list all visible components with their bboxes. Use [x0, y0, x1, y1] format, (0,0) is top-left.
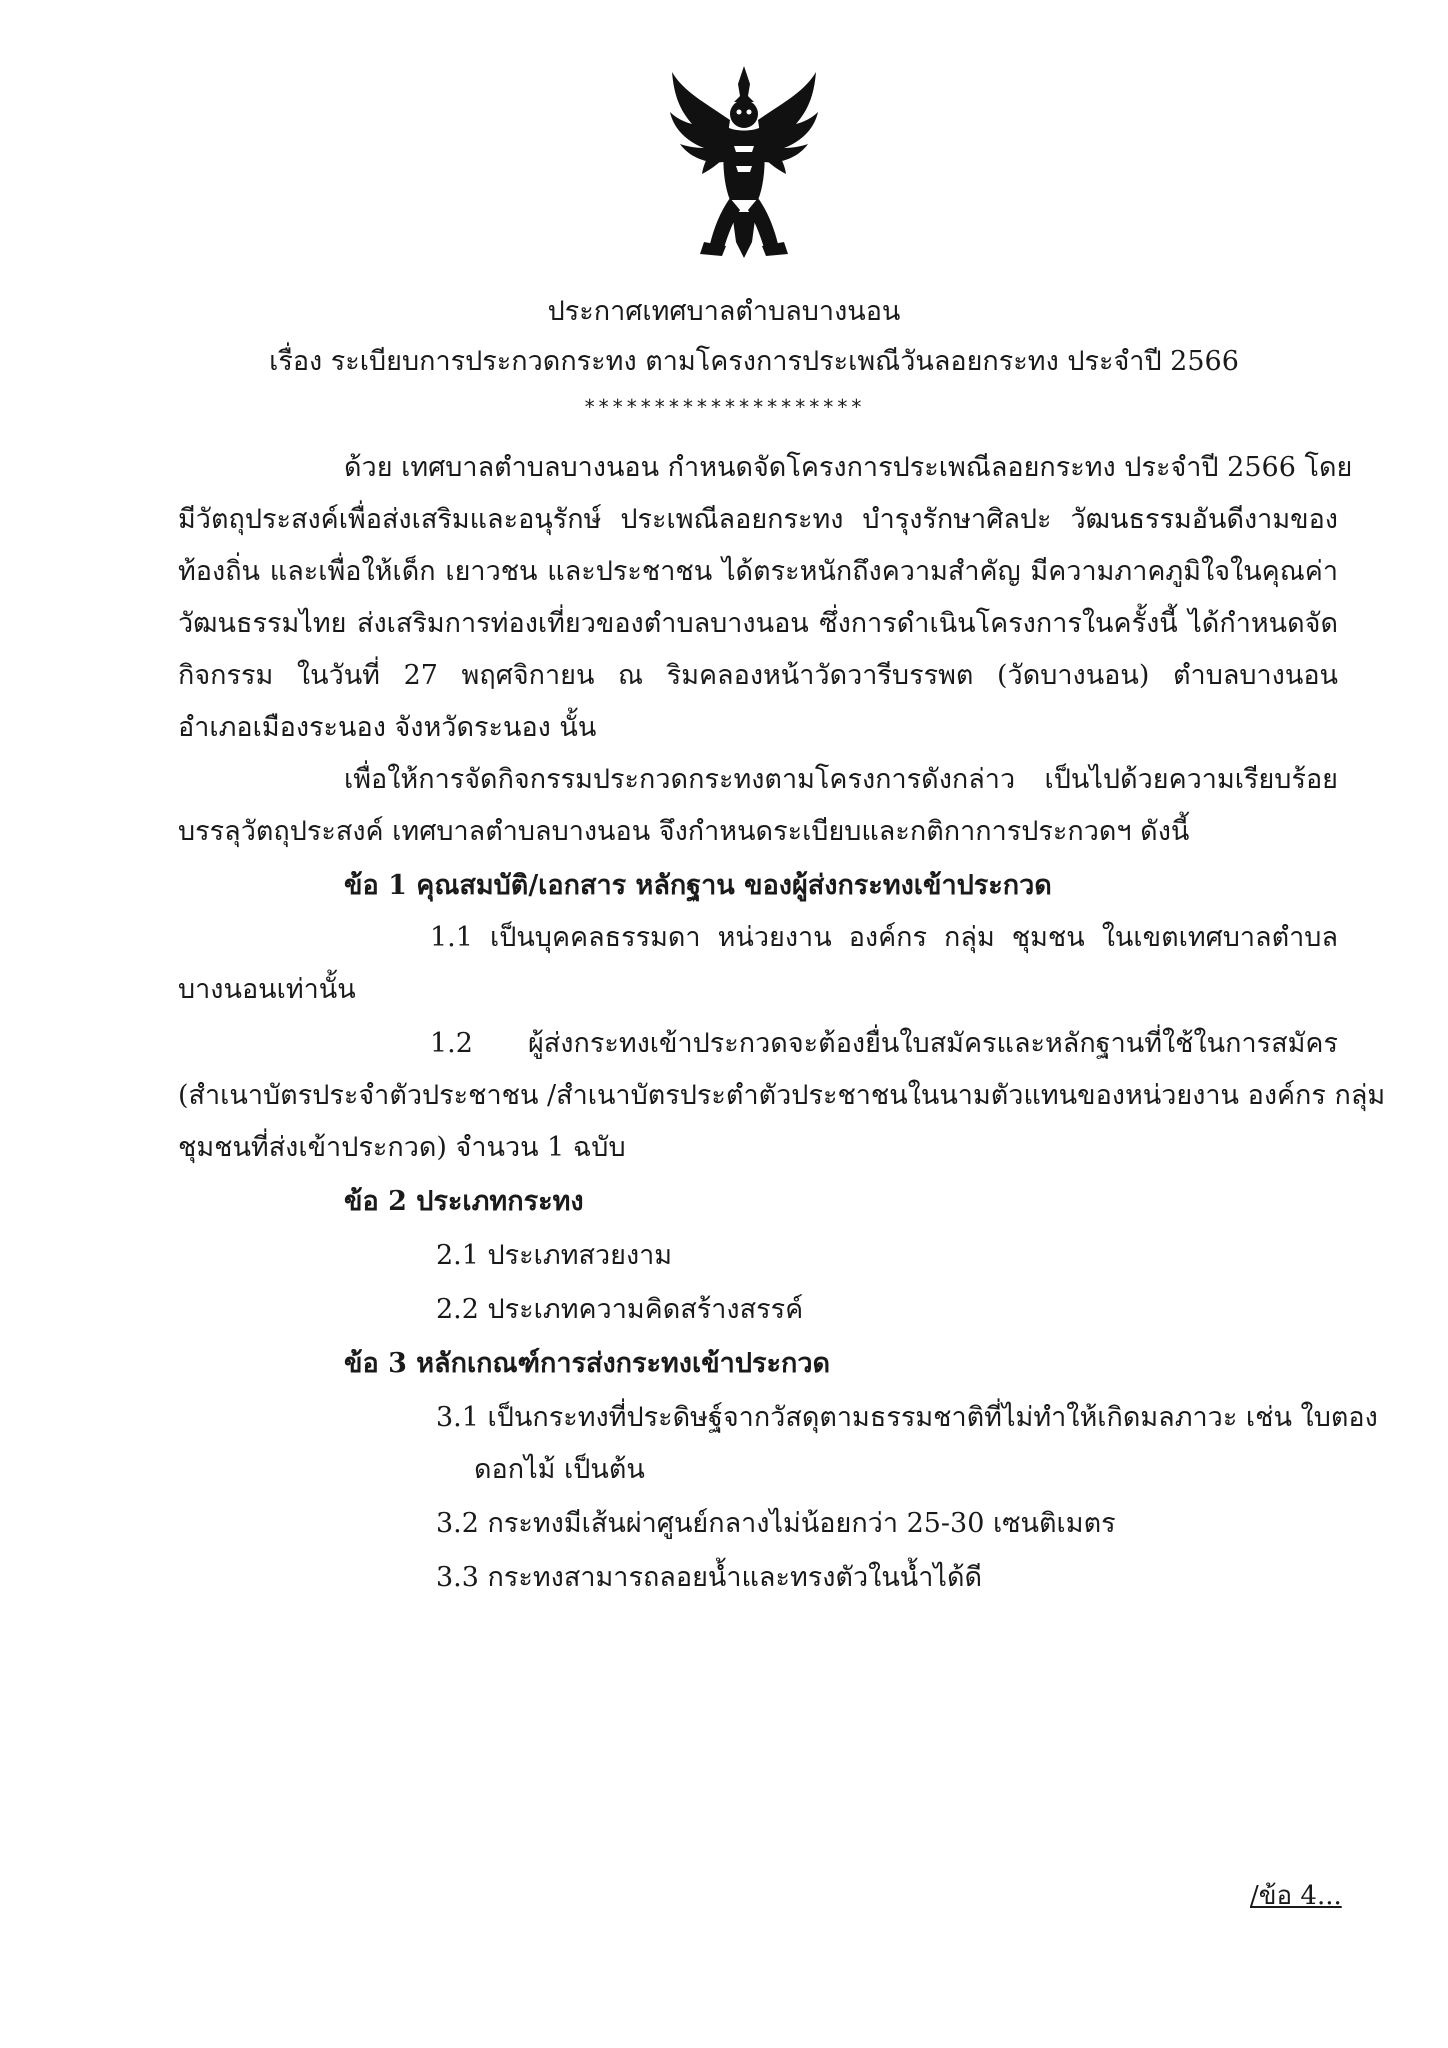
item-1-2-line-3: ชุมชนที่ส่งเข้าประกวด) จำนวน 1 ฉบับ — [178, 1132, 626, 1163]
item-3-1-line-1: 3.1 เป็นกระทงที่ประดิษฐ์จากวัสดุตามธรรมชาติที่ไม่ทำให้เกิดมลภาวะ เช่น ใบตอง — [436, 1402, 1378, 1433]
intro-line-4: วัฒนธรรมไทย ส่งเสริมการท่องเที่ยวของตำบลบางนอน ซึ่งการดำเนินโครงการในครั้งนี้ ได้กำหนดจัด — [178, 608, 1338, 639]
item-2-1: 2.1 ประเภทสวยงาม — [436, 1240, 673, 1271]
continuation-note: /ข้อ 4... — [1250, 1881, 1342, 1911]
intro-line-3: ท้องถิ่น และเพื่อให้เด็ก เยาวชน และประชาชน ได้ตระหนักถึงความสำคัญ มีความภาคภูมิใจในคุณค่า — [178, 556, 1338, 587]
intro-line-1: ด้วย เทศบาลตำบลบางนอน กำหนดจัดโครงการประเพณีลอยกระทง ประจำปี 2566 โดย — [344, 452, 1353, 483]
authority-title: ประกาศเทศบาลตำบลบางนอน — [547, 296, 901, 327]
item-1-2-line-2: (สำเนาบัตรประจำตัวประชาชน /สำเนาบัตรประตำตัวประชาชนในนามตัวแทนของหน่วยงาน องค์กร กลุ่ม — [178, 1080, 1386, 1111]
section-2-heading: ข้อ 2 ประเภทกระทง — [344, 1186, 584, 1217]
item-1-1-line-2: บางนอนเท่านั้น — [178, 974, 356, 1005]
section-1-heading: ข้อ 1 คุณสมบัติ/เอกสาร หลักฐาน ของผู้ส่งกระทงเข้าประกวด — [344, 870, 1052, 901]
purpose-line-2: บรรลุวัตถุประสงค์ เทศบาลตำบลบางนอน จึงกำหนดระเบียบและกติกาการประกวดฯ ดังนี้ — [178, 816, 1190, 847]
item-1-1-line-1: 1.1 เป็นบุคคลธรรมดา หน่วยงาน องค์กร กลุ่ม ชุมชน ในเขตเทศบาลตำบล — [430, 922, 1338, 953]
intro-line-6: อำเภอเมืองระนอง จังหวัดระนอง นั้น — [178, 712, 597, 743]
item-3-2: 3.2 กระทงมีเส้นผ่าศูนย์กลางไม่น้อยกว่า 25-30 เซนติเมตร — [436, 1508, 1116, 1539]
intro-line-2: มีวัตถุประสงค์เพื่อส่งเสริมและอนุรักษ์ ประเพณีลอยกระทง บำรุงรักษาศิลปะ วัฒนธรรมอันดีงามของ — [178, 504, 1338, 535]
item-2-2: 2.2 ประเภทความคิดสร้างสรรค์ — [436, 1294, 804, 1325]
item-1-2-line-1: 1.2 ผู้ส่งกระทงเข้าประกวดจะต้องยื่นใบสมัครและหลักฐานที่ใช้ในการสมัคร — [430, 1028, 1338, 1059]
garuda-emblem-icon — [664, 62, 824, 262]
section-3-heading: ข้อ 3 หลักเกณฑ์การส่งกระทงเข้าประกวด — [344, 1348, 831, 1379]
intro-line-5: กิจกรรม ในวันที่ 27 พฤศจิกายน ณ ริมคลองหน้าวัดวารีบรรพต (วัดบางนอน) ตำบลบางนอน — [178, 660, 1338, 691]
item-3-1-line-2: ดอกไม้ เป็นต้น — [474, 1454, 645, 1485]
separator: ******************** — [583, 395, 865, 419]
purpose-line-1: เพื่อให้การจัดกิจกรรมประกวดกระทงตามโครงการดังกล่าว เป็นไปด้วยความเรียบร้อย — [344, 764, 1338, 795]
subject-line: เรื่อง ระเบียบการประกวดกระทง ตามโครงการประเพณีวันลอยกระทง ประจำปี 2566 — [269, 346, 1239, 377]
item-3-3: 3.3 กระทงสามารถลอยน้ำและทรงตัวในน้ำได้ดี — [436, 1562, 983, 1593]
